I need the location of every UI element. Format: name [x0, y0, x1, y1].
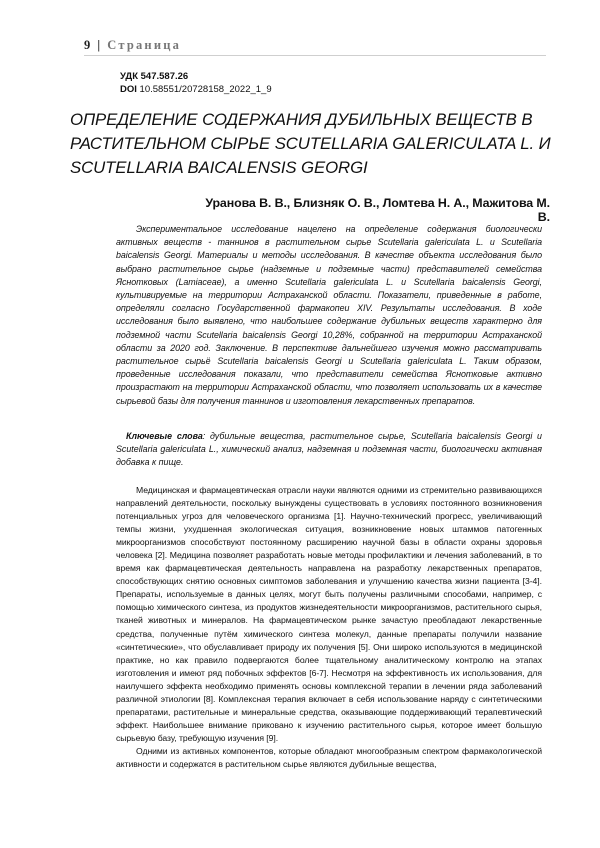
doi-line [120, 84, 272, 96]
doi-value[interactable]: 10.58551/20728158_2022_1_9 [139, 84, 272, 95]
page-number: 9 [84, 38, 91, 52]
udk-code: УДК 547.587.26 [120, 71, 189, 82]
page-word: Страница [107, 38, 182, 52]
keywords-text: : дубильные вещества, растительное сырье, Scutellaria baicalensis Georgi и Scutellaria galericulata L., химический анализ, надземная и подземная части, биологически активная добавка к пище. [116, 431, 542, 468]
body-paragraph: Одними из активных компонентов, которые обладают многообразным спектром фармакологической активности и содержатся в растительном сырье являются дубильные вещества, [116, 745, 542, 769]
doi-label: DOI [120, 84, 137, 95]
header-separator: | [97, 38, 101, 52]
body-paragraph: Медицинская и фармацевтическая отрасли науки являются одними из стремительно развивающихся направлений деятельности, поскольку вынуждены существовать в условиях постоянного возникновения потенциальных угроз для человеческого организма [1]. Научно-технический прогресс, увеличивающий темпы жизни, ухудшенная экологическая ситуация, возникновение новых штаммов патогенных микроорганизмов способствуют постоянному расширению научной базы в области охраны здоровья человека [2]. Медицина позволяет разработать новые методы профилактики и лечения заболеваний, в то время как фармацевтическая деятельность направлена на разработку лекарственных препаратов, способствующих снятию основных симптомов заболевания и улучшению качества жизни пациента [3-4]. Препараты, используемые в данных целях, могут быть получены различными способами, например, с помощью химического синтеза, из продуктов жизнедеятельности микроорганизмов, растительного сырья, тканей животных и минералов. На фармацевтическом рынке зачастую преобладают лекарственные средства, полученные путём химического синтеза молекул, данные препараты получили название «синтетические», что обуславливает природу их получения [5]. Они широко используются в медицинской практике, но как правило подвергаются более тщательному аналитическому контролю на этапах изготовления и имеют ряд побочных эффектов [6-7]. Несмотря на эффективность их использования, для наилучшего эффекта необходимо применять основы комплексной терапии в лечении ряда заболеваний различной этиологии [8]. Комплексная терапия включает в себя использование наряду с синтетическими препаратами, растительные и минеральные средства, оказывающие поддерживающий терапевтический эффект. Наибольшее внимание приковано к изучению растительного сырья, которое имеет большую сырьевую базу, требующую изучения [9]. [116, 485, 542, 743]
authors-line: Уранова В. В., Близняк О. В., Ломтева Н. А., Мажитова М. В. [205, 196, 550, 224]
keywords [116, 430, 542, 470]
article-title: ОПРЕДЕЛЕНИЕ СОДЕРЖАНИЯ ДУБИЛЬНЫХ ВЕЩЕСТВ В РАСТИТЕЛЬНОМ СЫРЬЕ SCUTELLARIA GALERICULATA L. И SCUTELLARIA BAICALENSIS GEORGI [70, 110, 551, 177]
body-text [116, 484, 542, 771]
keywords-label: Ключевые слова [126, 431, 203, 441]
udk-line [120, 71, 188, 83]
running-header [84, 38, 181, 53]
abstract: Экспериментальное исследование нацелено на определение содержания биологически активных веществ - таннинов в растительном сырье Scutellaria galericulata L. и Scutellaria baicalensis Georgi. Материалы и методы исследования. В качестве объекта исследования было выбрано растительное сырье (надземные и подземные части) представителей семейства Яснотковых (Lamiaceae), а именно Scutellaria galericulata L. и Scutellaria baicalensis Georgi, культивируемые на территории Астраханской области. Показатели, приведенные в работе, определяли согласно Государственной фармакопеи XIV. Результаты исследования. В ходе исследования было выявлено, что наибольшее содержание дубильных веществ характерно для подземной части Scutellaria baicalensis Georgi 10,28%, собранной на территории Астраханской области за 2020 год. Заключение. В перспективе дальнейшего изучения можно рассматривать растительное сырьё Scutellaria baicalensis Georgi и Scutellaria galericulata L. Таким образом, проведенные исследования показали, что представители семейства Яснотковые активно произрастают на территории Астраханской области, что позволяет использовать их в качестве сырьевой базы для получения таннинов и изготовления лекарственных препаратов. [116, 224, 542, 406]
header-divider [84, 55, 546, 56]
